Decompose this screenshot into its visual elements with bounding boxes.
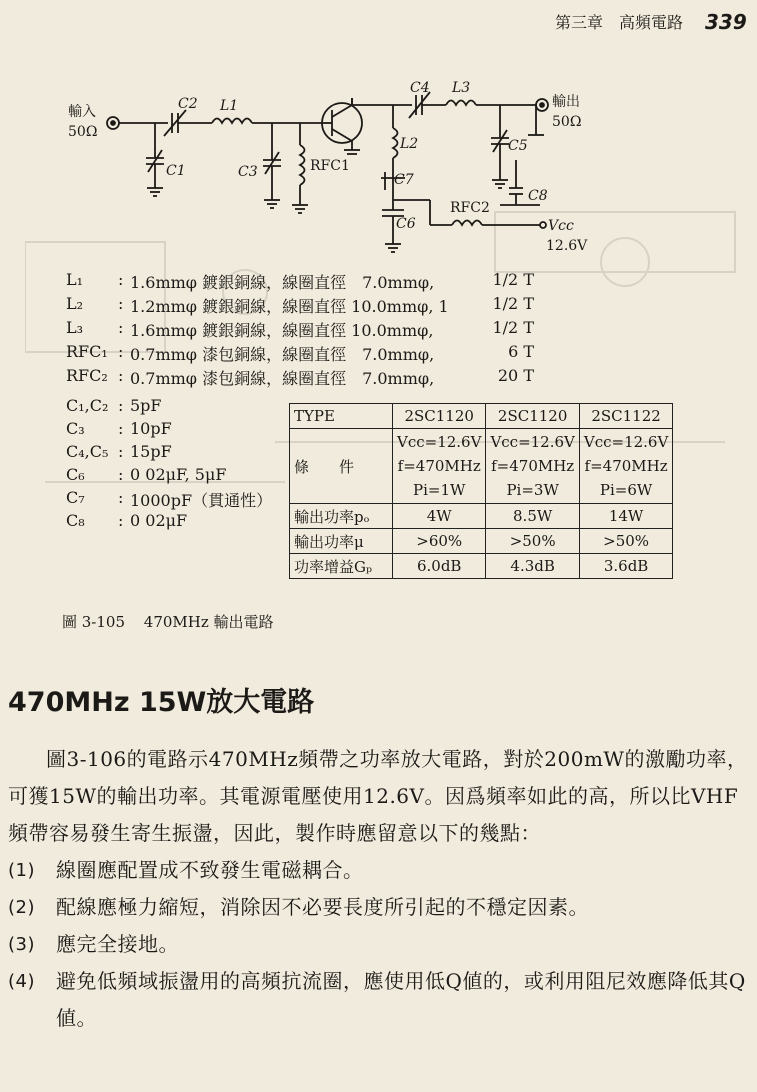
cond-vcc: Vcc=12.6V <box>397 433 482 451</box>
cond-freq: f=470MHz <box>491 457 575 475</box>
list-number: (1) <box>8 860 35 881</box>
section-title: 470MHz 15W放大電路 <box>8 687 315 718</box>
table-row <box>290 504 673 529</box>
label-c5: C5 <box>508 138 528 154</box>
table-cell: 3.6dB <box>579 554 672 579</box>
list-text: 避免低頻域振盪用的高頻抗流圈，應使用低Q値的，或利用阻尼效應降低其Q値。 <box>56 969 746 1030</box>
list-number: (4) <box>8 971 35 992</box>
list-item <box>8 963 752 1037</box>
figure-title: 470MHz 輸出電路 <box>143 613 274 631</box>
table-row <box>290 404 673 429</box>
cond-pin: Pi=3W <box>506 481 559 499</box>
table-cell: >60% <box>393 529 486 554</box>
list-item <box>8 852 752 889</box>
spec-table <box>289 403 673 579</box>
table-cell: 2SC1122 <box>579 404 672 429</box>
cond-freq: f=470MHz <box>584 457 668 475</box>
table-row <box>290 529 673 554</box>
table-header-type: TYPE <box>290 404 393 429</box>
label-c6: C6 <box>396 216 416 232</box>
label-vcc: Vcc <box>548 218 574 234</box>
label-c3: C3 <box>238 164 258 180</box>
table-condition-label: 條 件 <box>290 429 393 504</box>
label-c4: C4 <box>410 80 430 96</box>
page-number: 339 <box>705 10 747 34</box>
label-l2: L2 <box>400 136 419 152</box>
body-paragraph: 圖3-106的電路示470MHz頻帶之功率放大電路，對於200mW的激勵功率，可獲15W的輸出功率。其電源電壓使用12.6V。因爲頻率如此的高，所以比VHF 頻帶容易發生寄生振盪，因此，製作時應留意以下的幾點： <box>8 747 748 845</box>
table-cell: 2SC1120 <box>486 404 579 429</box>
cond-freq: f=470MHz <box>397 457 481 475</box>
label-c1: C1 <box>166 163 186 179</box>
table-cell: 2SC1120 <box>393 404 486 429</box>
table-cell: 14W <box>579 504 672 529</box>
table-cell <box>486 429 579 504</box>
table-cell: 6.0dB <box>393 554 486 579</box>
label-c8: C8 <box>528 188 548 204</box>
label-rfc2: RFC2 <box>450 200 490 216</box>
label-input-impedance: 50Ω <box>68 124 98 140</box>
list-text: 配線應極力縮短，消除因不必要長度所引起的不穩定因素。 <box>56 895 589 919</box>
table-cell <box>579 429 672 504</box>
table-row <box>290 554 673 579</box>
list-number: (3) <box>8 934 35 955</box>
table-row-label: 輸出功率μ <box>290 529 393 554</box>
table-row <box>290 429 673 504</box>
label-c7: C7 <box>394 172 414 188</box>
table-cell: 4.3dB <box>486 554 579 579</box>
label-c2: C2 <box>178 96 198 112</box>
table-cell: 4W <box>393 504 486 529</box>
cond-vcc: Vcc=12.6V <box>583 433 669 451</box>
list-item <box>8 926 752 963</box>
label-vcc-voltage: 12.6V <box>546 238 588 254</box>
label-output: 輸出 <box>552 94 580 110</box>
chapter-header: 第三章 高頻電路 <box>555 13 684 32</box>
figure-number: 圖 3-105 <box>62 613 126 631</box>
label-l3: L3 <box>452 80 471 96</box>
body-text <box>8 741 752 1037</box>
label-rfc1: RFC1 <box>310 158 350 174</box>
figure-caption <box>62 611 288 632</box>
list-text: 應完全接地。 <box>56 932 179 956</box>
table-row-label: 輸出功率pₒ <box>290 504 393 529</box>
table-cell <box>393 429 486 504</box>
label-input: 輸入 <box>68 104 96 120</box>
table-cell: 8.5W <box>486 504 579 529</box>
list-text: 線圈應配置成不致發生電磁耦合。 <box>56 858 364 882</box>
table-cell: >50% <box>579 529 672 554</box>
circuit-schematic <box>0 40 757 270</box>
cond-pin: Pi=6W <box>599 481 653 499</box>
list-number: (2) <box>8 897 35 918</box>
cond-pin: Pi=1W <box>413 481 466 499</box>
table-cell: >50% <box>486 529 579 554</box>
label-output-impedance: 50Ω <box>552 114 582 130</box>
list-item <box>8 889 752 926</box>
table-row-label: 功率增益Gₚ <box>290 554 393 579</box>
label-l1: L1 <box>220 98 239 114</box>
cond-vcc: Vcc=12.6V <box>490 433 575 451</box>
